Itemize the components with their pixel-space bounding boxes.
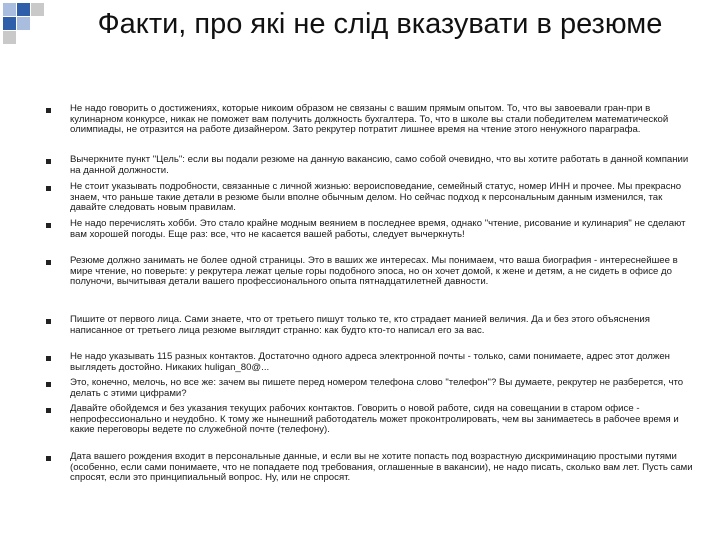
square-bullet-icon [46, 356, 51, 361]
square-bullet-icon [46, 260, 51, 265]
list-item-text: Не стоит указывать подробности, связанные с личной жизнью: вероисповедание, семейный статус, номер ИНН и прочее. Мы прекрасно знаем, что раньше такие детали в резюме были вполне обычным делом. Но сейчас подход к персональным данным изменился, так давайте следовать новым правилам. [70, 181, 682, 214]
list-item-text: Резюме должно занимать не более одной страницы. Это в ваших же интересах. Мы понимаем, что ваша биография - интереснейшее в мире чтение, но поверьте: у рекрутера лежат целые горы подобного эпоса, но он хочет домой, к жене и детям, а не сидеть в офисе до полуночи, вычитывая детали вашего профессионального опыта пятнадцатилетней давности. [70, 255, 678, 288]
square-bullet-icon [46, 319, 51, 324]
list-item-text: Не надо перечислять хобби. Это стало крайне модным веянием в последнее время, однако "чтение, рисование и кулинария" не сделают вам хорошей погоды. Еще раз: все, что не касается вашей работы, следует вычеркнуть! [70, 218, 686, 240]
list-item-text: Не надо говорить о достижениях, которые никоим образом не связаны с вашим прямым опытом. То, что вы завоевали гран-при в кулинарном конкурсе, никак не поможет вам получить должность бухгалтера. То, что в школе вы стали победителем математической олимпиады, не отразится на работе дизайнером. Зато рекрутер потратит лишнее время на чтение этого ненужного параграфа. [70, 103, 669, 136]
square-bullet-icon [46, 223, 51, 228]
square-bullet-icon [46, 159, 51, 164]
list-item-text: Пишите от первого лица. Сами знаете, что от третьего пишут только те, кто страдает манией величия. Да и без этого объяснения написанное от третьего лица резюме выглядит странно: как будто кто-то написал его за вас. [70, 314, 650, 336]
square-bullet-icon [46, 408, 51, 413]
square-bullet-icon [46, 456, 51, 461]
slide-title: Факти, про які не слід вказувати в резюме [97, 8, 663, 40]
list-item-text: Вычеркните пункт "Цель": если вы подали резюме на данную вакансию, само собой очевидно, что вы хотите работать в данной компании на данной должности. [70, 154, 689, 176]
square-bullet-icon [46, 186, 51, 191]
list-item-text: Давайте обойдемся и без указания текущих рабочих контактов. Говорить о новой работе, сидя на совещании в старом офисе - непрофессионально и неудобно. К тому же нынешний работодатель может проконтролировать, чем вы занимаетесь в рабочее время и какие переговоры ведете по служебной почте (телефону). [70, 403, 679, 436]
square-bullet-icon [46, 108, 51, 113]
list-item-text: Дата вашего рождения входит в персональные данные, и если вы не хотите попасть под возрастную дискриминацию простыми путями (особенно, если сами понимаете, что не попадаете под требования, оглашенные в вакансии), не надо писать, сколько вам лет. Пусть сами спросят, если это принципиальный вопрос. Ну, или не спросят. [70, 451, 693, 484]
square-bullet-icon [46, 382, 51, 387]
list-item-text: Не надо указывать 115 разных контактов. Достаточно одного адреса электронной почты - только, сами понимаете, адрес этот должен выглядеть достойно. Никаких huligan_80@... [70, 351, 670, 373]
list-item-text: Это, конечно, мелочь, но все же: зачем вы пишете перед номером телефона слово "телефон"? Вы думаете, рекрутер не разберется, что делать с этими цифрами? [70, 377, 684, 399]
